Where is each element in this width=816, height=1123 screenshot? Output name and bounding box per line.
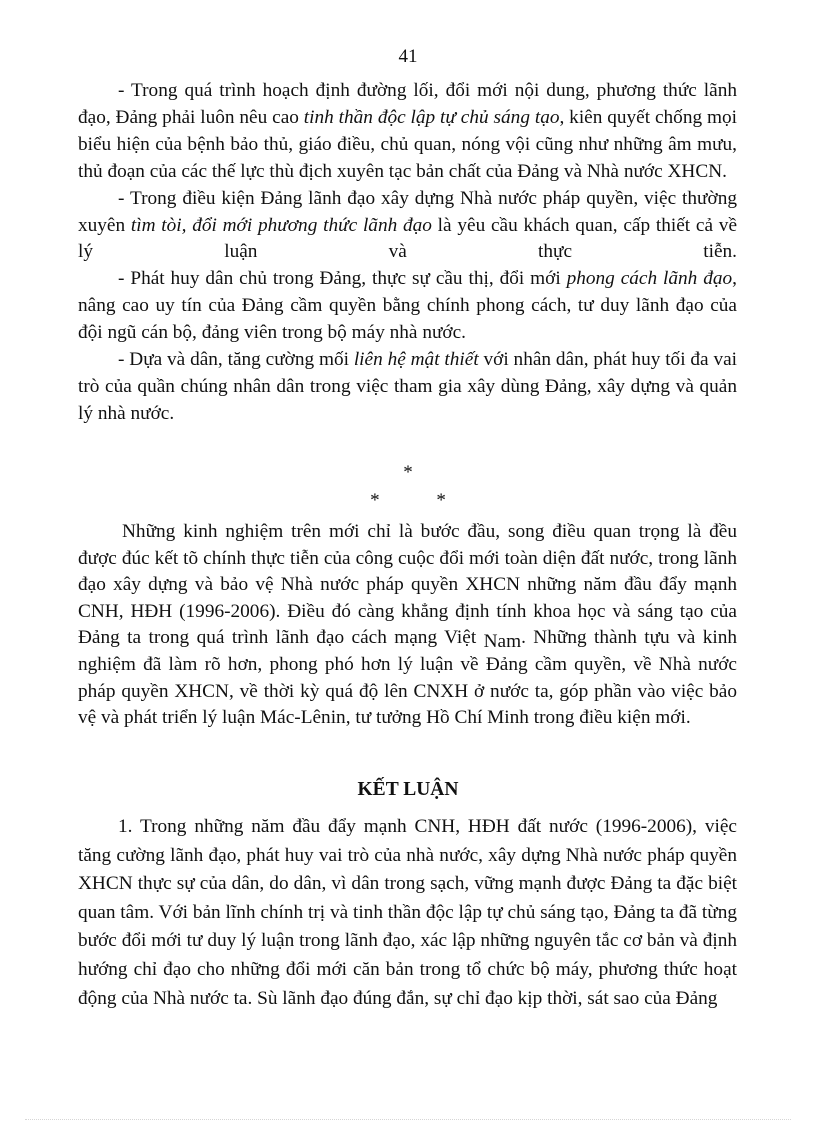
lesson-3-emphasis: phong cách lãnh đạo [566, 268, 733, 290]
conclusion-block [78, 813, 737, 1013]
lesson-paragraph-2 [78, 186, 737, 267]
lesson-4-text: - Dựa và dân, tăng cường mối [118, 349, 354, 371]
summary-lowered-word: Nam [483, 631, 522, 653]
summary-block [78, 519, 737, 732]
page-bottom-divider [25, 1119, 791, 1120]
summary-paragraph [78, 519, 737, 732]
lessons-list [78, 78, 737, 428]
conclusion-paragraph: 1. Trong những năm đầu đẩy mạnh CNH, HĐH đất nước (1996-2006), việc tăng cường lãnh đạo, phát huy vai trò của nhà nước, xây dựng Nhà nước pháp quyền XHCN thực sự của dân, do dân, vì dân trong sạch, vững mạnh được Đảng ta đặc biệt quan tâm. Với bản lĩnh chính trị và tinh thần độc lập tự chủ sáng tạo, Đảng ta đã từng bước đổi mới tư duy lý luận trong lãnh đạo, xác lập những nguyên tắc cơ bản và định hướng chỉ đạo cho những đổi mới căn bản trong tổ chức bộ máy, phương thức hoạt động của Nhà nước ta. Sù lãnh đạo đúng đắn, sự chỉ đạo kịp thời, sát sao của Đảng [78, 816, 737, 1009]
lesson-1-text: - Trong quá trình hoạch định đường lối, đổi mới nội dung, phương thức lãnh đạo, Đảng phải luôn nêu cao [78, 80, 737, 128]
separator-star-top: * [403, 462, 413, 483]
summary-text: Những kinh nghiệm trên mới chỉ là bước đầu, song điều quan trọng là đều được đúc kết tõ chính thực tiễn của công cuộc đổi mới toàn diện đất nước, trong lãnh đạo xây dựng và bảo vệ Nhà nước pháp quyền XHCN những năm đầu đẩy mạnh CNH, HĐH (1996-2006). Điều đó càng khẳng định tính khoa học và sáng tạo của Đảng ta trong quá trình lãnh đạo cách mạng Việt [78, 521, 737, 649]
page-number: 41 [398, 46, 418, 67]
lesson-paragraph-4 [78, 347, 737, 428]
lesson-1-emphasis: tinh thần độc lập tự chủ sáng tạo [303, 106, 560, 128]
lesson-3-text-end: , nâng cao uy tín của Đảng cầm quyền bằng chính phong cách, tư duy lãnh đạo của đội ngũ cán bộ, đảng viên trong bộ máy nhà nước. [78, 268, 737, 344]
lesson-4-text-end: với nhân dân, phát huy tối đa vai trò của quần chúng nhân dân trong việc tham gia xây dùng Đảng, xây dựng và quản lý nhà nước. [78, 349, 738, 424]
lesson-4-emphasis: liên hệ mật thiết [353, 349, 479, 371]
separator-star-bottom: * * [370, 490, 446, 511]
lesson-2-emphasis: tìm tòi, đổi mới phương thức lãnh đạo [130, 214, 432, 236]
lesson-3-text: - Phát huy dân chủ trong Đảng, thực sự cầu thị, đổi mới [118, 268, 567, 290]
summary-text-end: . Những thành tựu và kinh nghiệm đã làm rõ hơn, phong phó hơn lý luận về Đảng cầm quyền, về Nhà nước pháp quyền XHCN, về thời kỳ quá độ lên CNXH ở nước ta, góp phần vào việc bảo vệ và phát triển lý luận Mác-Lênin, tư tưởng Hồ Chí Minh trong điều kiện mới. [78, 627, 737, 729]
conclusion-heading: KẾT LUẬN [357, 779, 459, 800]
lesson-paragraph-1 [78, 78, 737, 186]
lesson-1-text-end: , kiên quyết chống mọi biểu hiện của bệnh bảo thủ, giáo điều, chủ quan, nóng vội cũng như những âm mưu, thủ đoạn của các thế lực thù địch xuyên tạc bản chất của Đảng và Nhà nước XHCN. [78, 106, 737, 182]
lesson-2-text: - Trong điều kiện Đảng lãnh đạo xây dựng Nhà nước pháp quyền, việc thường xuyên [78, 187, 737, 236]
lesson-2-text-end: là yêu cầu khách quan, cấp thiết cả về lý luận và thực tiễn. [78, 214, 737, 263]
lesson-paragraph-3 [78, 266, 737, 347]
